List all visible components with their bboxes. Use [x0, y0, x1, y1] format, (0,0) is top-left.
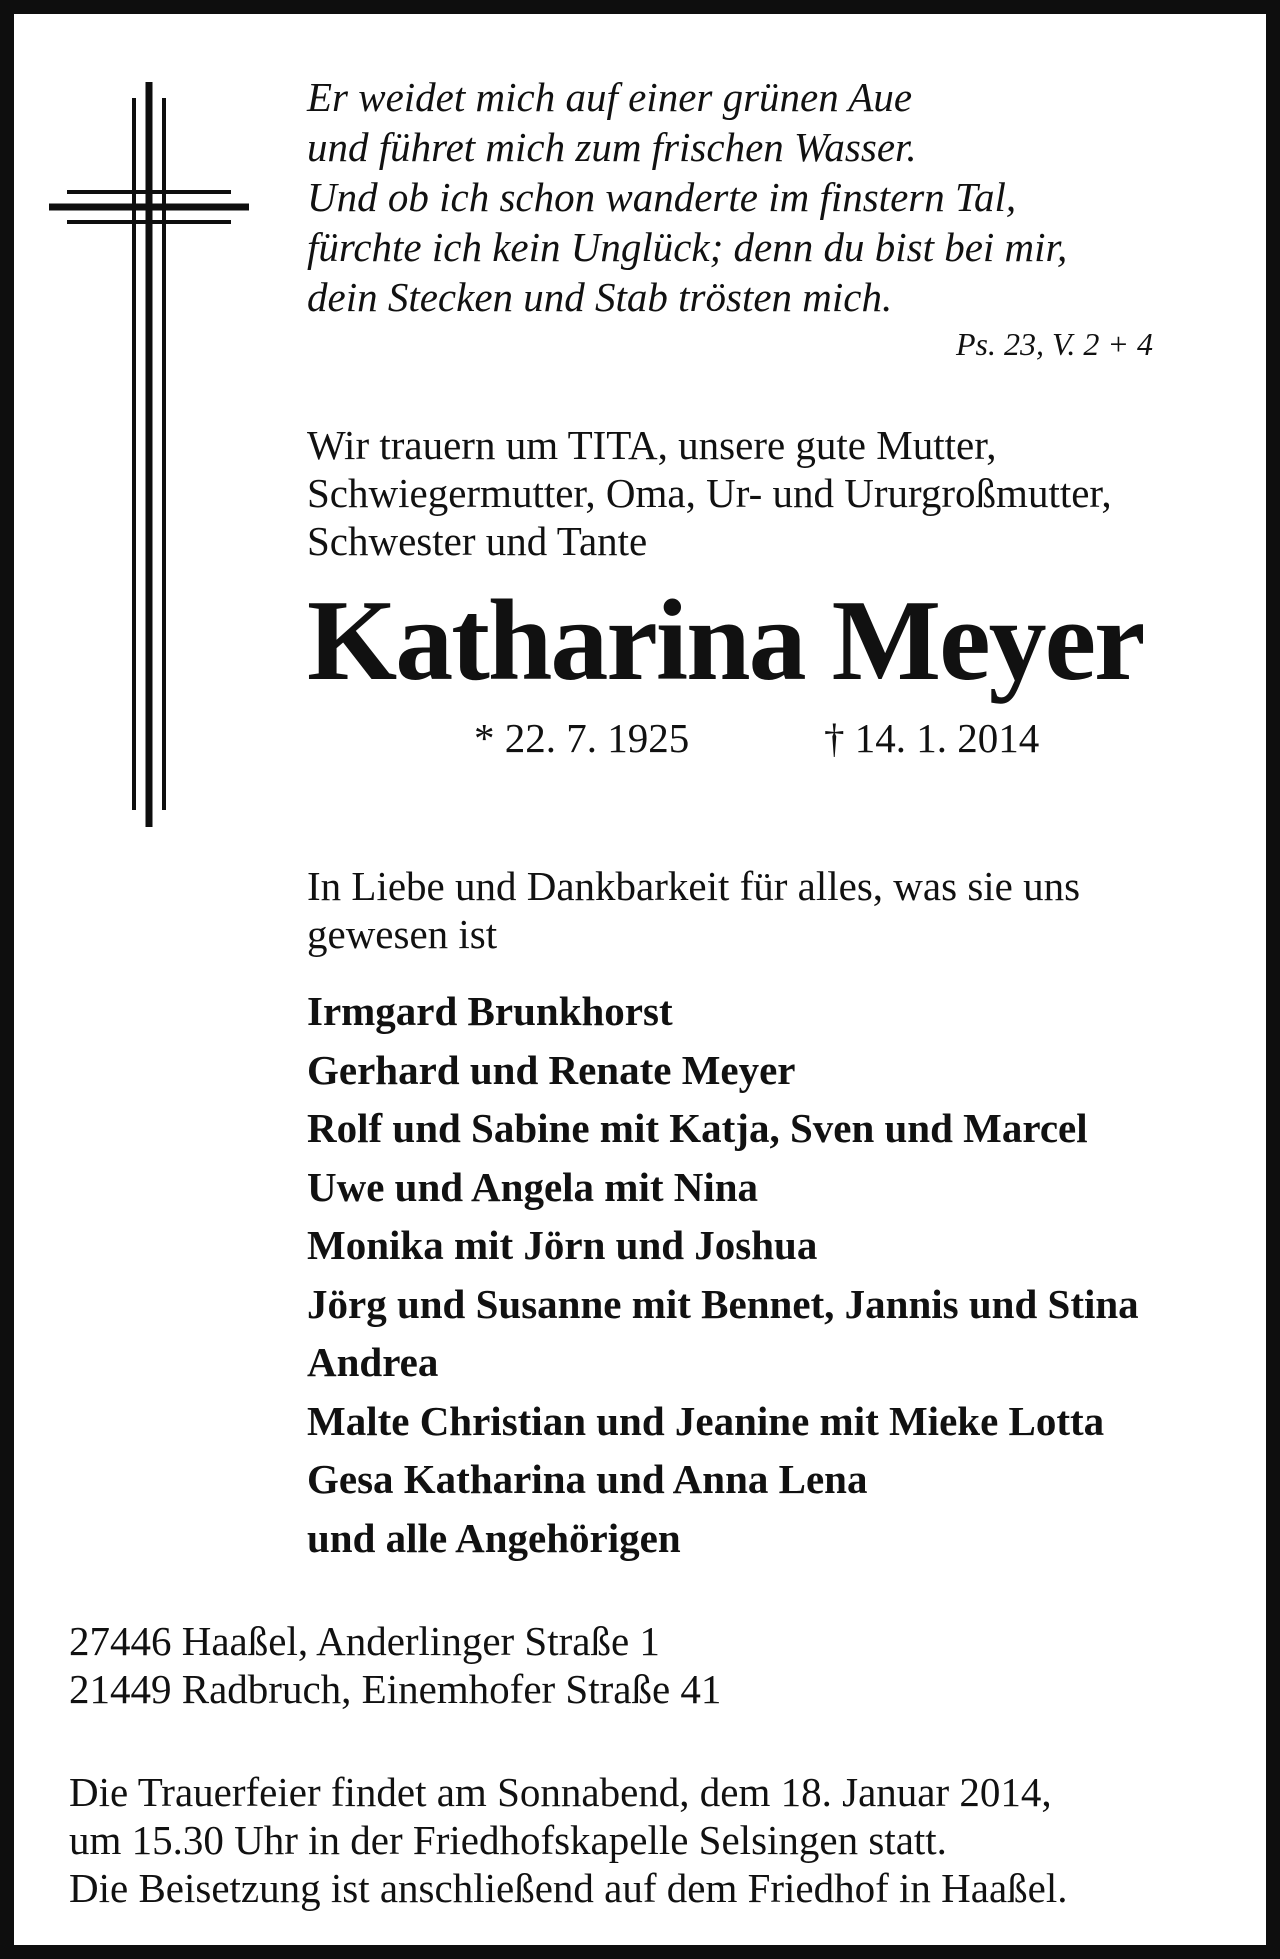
- deceased-name: Katharina Meyer: [307, 577, 1144, 705]
- address-line: 27446 Haaßel, Anderlinger Straße 1: [69, 1618, 660, 1664]
- verse-line: und führet mich zum frischen Wasser.: [307, 124, 917, 170]
- thanks-line: gewesen ist: [307, 911, 498, 957]
- mourner-entry: Jörg und Susanne mit Bennet, Jannis und Stina: [307, 1280, 1139, 1327]
- verse-line: Und ob ich schon wanderte im finstern Tal,: [307, 174, 1017, 220]
- death-date: † 14. 1. 2014: [824, 715, 1040, 761]
- mourner-entry: Gerhard und Renate Meyer: [307, 1046, 796, 1093]
- intro-line: Schwester und Tante: [307, 518, 648, 564]
- service-line: Die Beisetzung ist anschließend auf dem Friedhof in Haaßel.: [69, 1865, 1068, 1911]
- service-line: Die Trauerfeier findet am Sonnabend, dem 18. Januar 2014,: [69, 1769, 1052, 1815]
- intro-line: Wir trauern um TITA, unsere gute Mutter,: [307, 422, 997, 468]
- service-line: um 15.30 Uhr in der Friedhofskapelle Selsingen statt.: [69, 1817, 947, 1863]
- mourner-entry: Andrea: [307, 1339, 439, 1385]
- mourner-entry: Uwe und Angela mit Nina: [307, 1163, 759, 1210]
- mourner-entry: und alle Angehörigen: [307, 1514, 681, 1561]
- mourner-entry: Monika mit Jörn und Joshua: [307, 1222, 818, 1268]
- birth-date: * 22. 7. 1925: [474, 715, 690, 761]
- intro-line: Schwiegermutter, Oma, Ur- und Ururgroßmutter,: [307, 470, 1112, 516]
- family-addresses: [69, 1617, 1219, 1713]
- psalm-verse: [307, 72, 1187, 322]
- thanks-text: [307, 862, 1247, 958]
- christian-cross-icon: [49, 82, 249, 827]
- funeral-service-info: [69, 1768, 1249, 1912]
- verse-line: dein Stecken und Stab trösten mich.: [307, 274, 893, 320]
- mourner-entry: Malte Christian und Jeanine mit Mieke Lotta: [307, 1397, 1105, 1444]
- mourner-entry: Gesa Katharina und Anna Lena: [307, 1456, 868, 1502]
- thanks-line: In Liebe und Dankbarkeit für alles, was sie uns: [307, 863, 1081, 909]
- verse-reference: Ps. 23, V. 2 + 4: [955, 326, 1153, 362]
- mourner-entry: Rolf und Sabine mit Katja, Sven und Marcel: [307, 1105, 1088, 1151]
- mourners-list: [307, 982, 1267, 1567]
- verse-line: fürchte ich kein Unglück; denn du bist bei mir,: [307, 224, 1068, 270]
- verse-line: Er weidet mich auf einer grünen Aue: [307, 74, 913, 120]
- mourner-entry: Irmgard Brunkhorst: [307, 988, 673, 1034]
- address-line: 21449 Radbruch, Einemhofer Straße 41: [69, 1666, 722, 1712]
- mourning-intro: [307, 421, 1247, 565]
